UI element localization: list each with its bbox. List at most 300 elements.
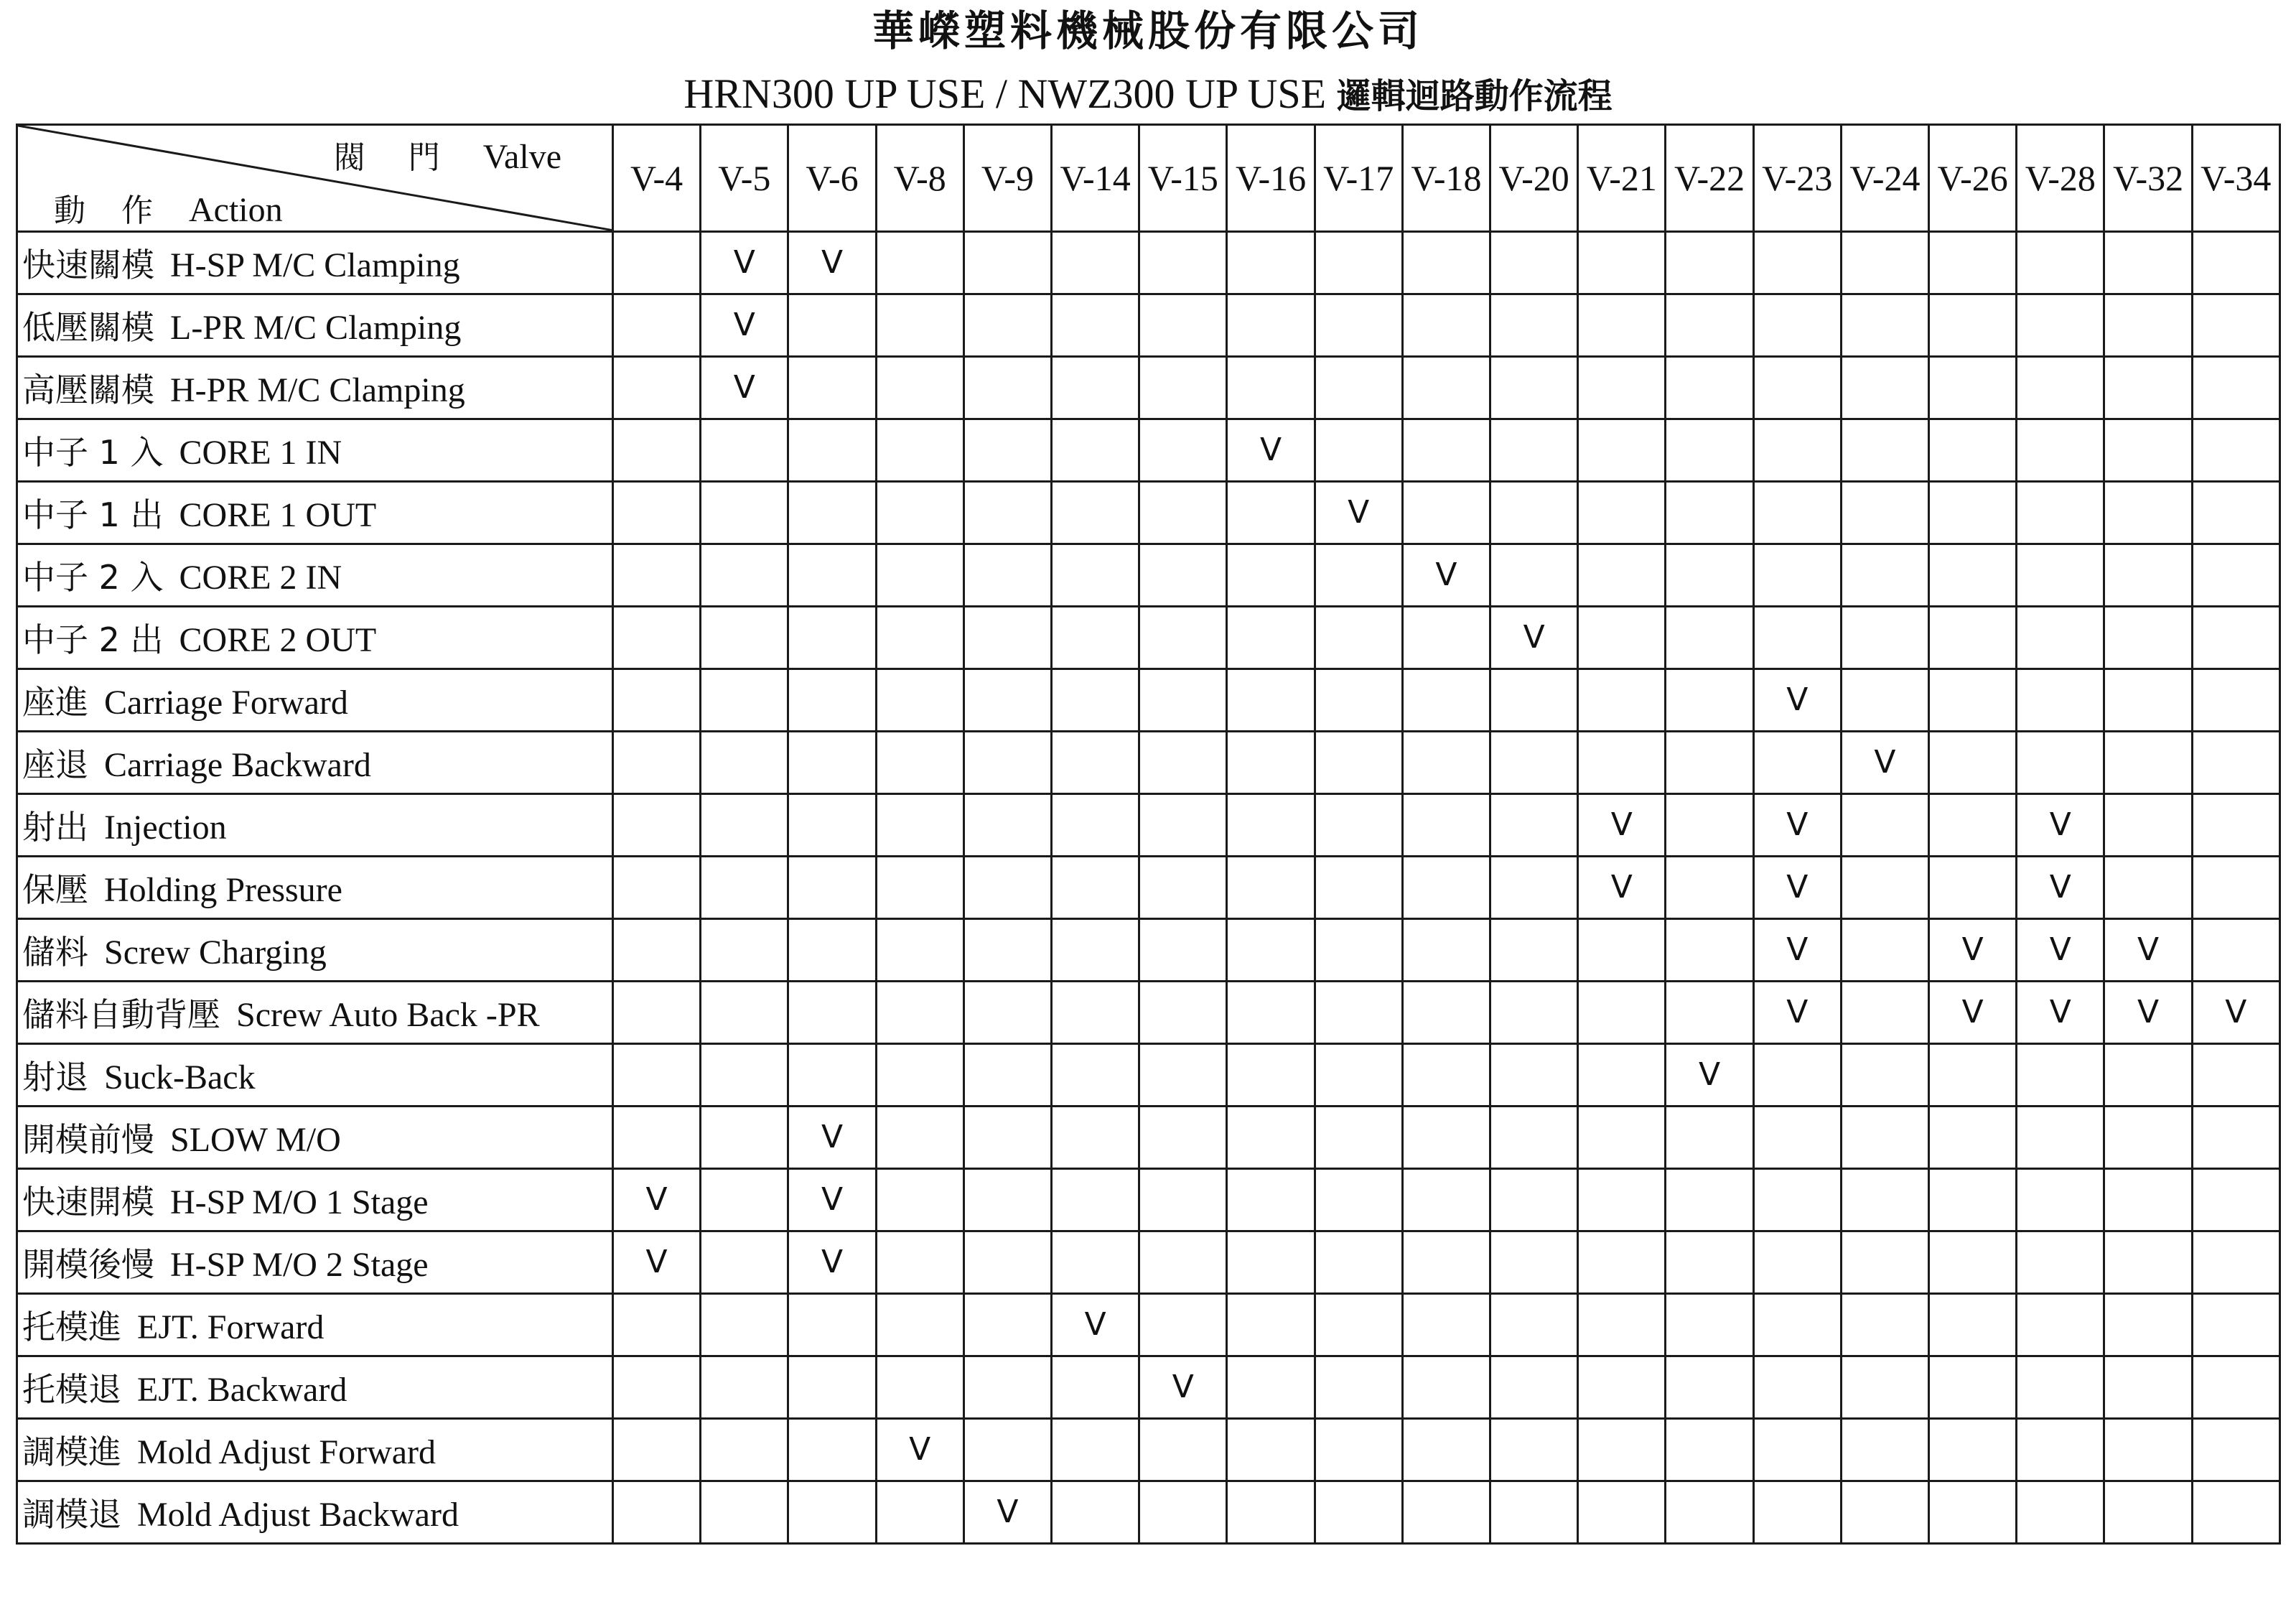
valve-cell [1139,419,1227,482]
valve-cell [1929,732,2017,794]
action-label-zh: 中子 2 入 [22,558,164,597]
check-mark: V [2137,931,2160,968]
check-mark: V [821,1181,844,1218]
valve-cell [1929,482,2017,544]
valve-cell [788,1294,876,1356]
valve-header-v-5: V-5 [701,125,788,232]
subtitle-description: 邏輯迴路動作流程 [1336,76,1613,116]
action-label-zh: 托模退 [22,1370,121,1409]
valve-cell [1139,857,1227,919]
valve-cell [788,794,876,857]
valve-cell [876,607,963,669]
action-label [17,1294,613,1356]
action-label-zh: 低壓關模 [22,308,154,347]
valve-cell [1227,1231,1315,1294]
action-label-en: Screw Auto Back -PR [236,996,540,1034]
valve-header-v-21: V-21 [1578,125,1666,232]
valve-cell [1841,1231,1928,1294]
valve-cell [1490,1107,1578,1169]
table-row [17,732,2280,794]
valve-cell [963,294,1051,357]
table-row [17,544,2280,607]
valve-cell [613,1044,701,1107]
valve-cell [2017,732,2104,794]
valve-cell [2104,1481,2192,1544]
check-mark: V [1874,744,1896,781]
action-label-en: Mold Adjust Backward [137,1496,459,1534]
valve-cell [1227,1169,1315,1231]
valve-cell [2104,982,2192,1044]
valve-cell [1227,232,1315,294]
valve-cell [963,1107,1051,1169]
check-mark: V [1084,1306,1106,1343]
valve-cell [1490,1044,1578,1107]
valve-cell [613,919,701,982]
valve-cell [788,1419,876,1481]
valve-cell [1490,982,1578,1044]
valve-cell [1052,1231,1139,1294]
valve-cell [2192,419,2279,482]
valve-cell [963,919,1051,982]
valve-cell [701,607,788,669]
valve-cell [1490,794,1578,857]
valve-cell [1929,357,2017,419]
action-label-en: CORE 1 IN [179,434,342,472]
action-label-zh: 高壓關模 [22,371,154,409]
valve-cell [1929,294,2017,357]
table-row [17,794,2280,857]
check-mark: V [733,369,755,406]
valve-cell [1490,669,1578,732]
valve-cell [1139,232,1227,294]
valve-cell [2104,419,2192,482]
action-label-zh: 開模後慢 [22,1245,154,1284]
action-label [17,294,613,357]
valve-cell [963,1481,1051,1544]
valve-cell [876,419,963,482]
valve-cell [1052,669,1139,732]
valve-cell [1753,1419,1841,1481]
valve-cell [1227,419,1315,482]
action-label [17,1419,613,1481]
valve-cell [788,544,876,607]
valve-cell [1139,669,1227,732]
table-row [17,1419,2280,1481]
valve-cell [1402,1044,1490,1107]
valve-cell [1666,919,1753,982]
valve-cell [1402,1356,1490,1419]
valve-header-v-23: V-23 [1753,125,1841,232]
valve-cell [2017,294,2104,357]
valve-cell [613,1231,701,1294]
check-mark: V [1259,432,1282,468]
valve-cell [1753,419,1841,482]
valve-cell [1666,1294,1753,1356]
valve-cell [1490,1419,1578,1481]
valve-cell [1753,1231,1841,1294]
table-row [17,857,2280,919]
action-label-en: EJT. Forward [137,1308,325,1346]
valve-cell [701,1481,788,1544]
valve-cell [876,1481,963,1544]
valve-cell [963,482,1051,544]
valve-cell [2192,1107,2279,1169]
valve-cell [1052,294,1139,357]
table-row [17,1169,2280,1231]
valve-cell [963,357,1051,419]
valve-cell [2017,232,2104,294]
valve-cell [1227,732,1315,794]
valve-cell [1315,1169,1402,1231]
valve-cell [1753,607,1841,669]
valve-cell [1052,482,1139,544]
valve-cell [788,357,876,419]
valve-cell [613,607,701,669]
valve-cell [788,1356,876,1419]
valve-cell [2104,857,2192,919]
valve-cell [1227,919,1315,982]
valve-cell [1227,482,1315,544]
table-row [17,482,2280,544]
valve-cell [1666,982,1753,1044]
valve-cell [788,669,876,732]
valve-cell [876,669,963,732]
valve-cell [1139,982,1227,1044]
check-mark: V [2137,994,2160,1030]
valve-cell [1578,607,1666,669]
valve-cell [1139,794,1227,857]
valve-cell [2192,544,2279,607]
valve-cell [1315,794,1402,857]
valve-cell [1666,669,1753,732]
table-row [17,419,2280,482]
valve-cell [963,1356,1051,1419]
valve-cell [1841,482,1928,544]
valve-cell [1227,982,1315,1044]
valve-cell [701,794,788,857]
valve-cell [1666,1231,1753,1294]
valve-header-v-14: V-14 [1052,125,1139,232]
valve-cell [2192,669,2279,732]
valve-cell [1052,607,1139,669]
valve-cell [2104,357,2192,419]
valve-cell [613,232,701,294]
check-mark: V [2049,994,2071,1030]
valve-cell [963,1044,1051,1107]
table-row [17,1107,2280,1169]
valve-cell [701,732,788,794]
valve-cell [1578,1294,1666,1356]
valve-cell [788,919,876,982]
valve-cell [1402,1419,1490,1481]
valve-cell [1139,919,1227,982]
action-label-zh: 開模前慢 [22,1120,154,1159]
valve-cell [1666,1419,1753,1481]
valve-cell [2192,919,2279,982]
valve-header-v-26: V-26 [1929,125,2017,232]
valve-cell [2017,419,2104,482]
company-title: 華嶸塑料機械股份有限公司 [872,6,1424,55]
valve-cell [2017,357,2104,419]
table-row [17,919,2280,982]
valve-cell [2017,1107,2104,1169]
valve-cell [1490,1294,1578,1356]
action-label [17,1356,613,1419]
valve-cell [1753,1294,1841,1356]
valve-cell [1753,1481,1841,1544]
valve-cell [876,357,963,419]
valve-cell [1315,482,1402,544]
valve-cell [1052,1419,1139,1481]
valve-cell [701,1231,788,1294]
valve-header-v-17: V-17 [1315,125,1402,232]
valve-cell [1402,482,1490,544]
subtitle-models: HRN300 UP USE / NWZ300 UP USE [683,70,1327,117]
valve-cell [788,294,876,357]
valve-cell [1139,1044,1227,1107]
valve-cell [1578,1481,1666,1544]
valve-cell [1753,982,1841,1044]
action-label-zh: 調模進 [22,1433,121,1471]
valve-cell [1402,669,1490,732]
action-label [17,1481,613,1544]
action-label-zh: 座進 [22,683,88,722]
valve-cell [1578,1169,1666,1231]
valve-cell [876,1356,963,1419]
valve-cell [1315,1481,1402,1544]
valve-cell [963,1294,1051,1356]
valve-cell [2017,1356,2104,1419]
valve-cell [1841,669,1928,732]
valve-cell [2104,1044,2192,1107]
valve-cell [876,1169,963,1231]
valve-cell [1052,1294,1139,1356]
valve-cell [1929,857,2017,919]
valve-cell [788,1107,876,1169]
valve-cell [1490,482,1578,544]
action-label [17,482,613,544]
valve-cell [876,1294,963,1356]
valve-cell [1402,1294,1490,1356]
valve-cell [2104,669,2192,732]
valve-cell [788,1169,876,1231]
valve-cell [1139,607,1227,669]
valve-cell [2017,982,2104,1044]
valve-cell [613,357,701,419]
valve-cell [876,482,963,544]
valve-cell [1578,1044,1666,1107]
valve-cell [1402,419,1490,482]
valve-cell [2192,982,2279,1044]
valve-cell [1490,357,1578,419]
valve-cell [2104,794,2192,857]
valve-label-en: Valve [482,138,561,176]
valve-header-v-32: V-32 [2104,125,2192,232]
valve-cell [2192,1419,2279,1481]
action-label-en: Holding Pressure [104,871,342,909]
valve-cell [1841,1356,1928,1419]
valve-cell [963,732,1051,794]
valve-cell [963,1231,1051,1294]
valve-cell [1753,482,1841,544]
valve-cell [1929,982,2017,1044]
valve-cell [1929,1107,2017,1169]
valve-cell [613,294,701,357]
valve-cell [1315,1231,1402,1294]
action-label-en: H-PR M/C Clamping [170,371,465,409]
action-label [17,1231,613,1294]
valve-cell [1052,1107,1139,1169]
action-label-zh: 射出 [22,808,88,847]
check-mark: V [645,1244,668,1280]
valve-cell [1052,1356,1139,1419]
valve-cell [1139,1231,1227,1294]
check-mark: V [1172,1369,1194,1405]
valve-cell [963,982,1051,1044]
valve-cell [701,482,788,544]
valve-cell [1227,607,1315,669]
check-mark: V [2049,931,2071,968]
valve-cell [963,857,1051,919]
check-mark: V [1961,994,1984,1030]
valve-cell [788,1044,876,1107]
valve-cell [1666,357,1753,419]
valve-cell [876,232,963,294]
valve-cell [2192,857,2279,919]
check-mark: V [2049,869,2071,905]
valve-cell [2192,1356,2279,1419]
valve-cell [1052,982,1139,1044]
table-row [17,294,2280,357]
table-row [17,1294,2280,1356]
valve-cell [1402,357,1490,419]
valve-cell [2104,1419,2192,1481]
valve-cell [1139,1356,1227,1419]
valve-cell [2017,794,2104,857]
valve-cell [1666,232,1753,294]
valve-cell [2104,1169,2192,1231]
valve-cell [1315,357,1402,419]
valve-cell [876,857,963,919]
valve-cell [876,732,963,794]
valve-cell [701,669,788,732]
valve-cell [1578,1419,1666,1481]
valve-cell [1052,732,1139,794]
valve-cell [1315,669,1402,732]
valve-cell [876,982,963,1044]
action-label-zh: 保壓 [22,870,88,909]
valve-cell [963,1419,1051,1481]
valve-cell [1578,669,1666,732]
valve-cell [1052,1481,1139,1544]
valve-cell [1490,294,1578,357]
valve-cell [2017,857,2104,919]
valve-cell [1841,794,1928,857]
valve-cell [1929,419,2017,482]
valve-cell [1139,1481,1227,1544]
valve-cell [1578,294,1666,357]
valve-cell [1929,607,2017,669]
valve-cell [1315,919,1402,982]
valve-cell [1929,1481,2017,1544]
valve-cell [613,732,701,794]
valve-cell [613,794,701,857]
action-label-en: Mold Adjust Forward [137,1433,437,1471]
valve-cell [1841,607,1928,669]
valve-cell [788,607,876,669]
check-mark: V [1786,994,1809,1030]
valve-cell [1402,794,1490,857]
valve-cell [1227,1356,1315,1419]
check-mark: V [821,1119,844,1155]
valve-cell [2104,919,2192,982]
valve-header-v-22: V-22 [1666,125,1753,232]
valve-cell [1490,1231,1578,1294]
valve-cell [701,919,788,982]
action-label [17,794,613,857]
action-label [17,419,613,482]
valve-cell [2104,482,2192,544]
valve-cell [701,294,788,357]
valve-header-v-28: V-28 [2017,125,2104,232]
table-row [17,1356,2280,1419]
valve-cell [2104,294,2192,357]
valve-cell [788,982,876,1044]
action-label [17,1169,613,1231]
valve-cell [1139,1107,1227,1169]
valve-cell [1402,1231,1490,1294]
valve-cell [1227,669,1315,732]
valve-cell [2017,1231,2104,1294]
valve-axis-label [334,131,561,177]
valve-cell [1139,357,1227,419]
valve-cell [1490,544,1578,607]
valve-cell [1490,857,1578,919]
valve-cell [1578,1356,1666,1419]
valve-cell [1139,1294,1227,1356]
valve-cell [963,669,1051,732]
valve-cell [1753,232,1841,294]
action-label [17,232,613,294]
valve-cell [1052,919,1139,982]
valve-cell [2017,1419,2104,1481]
valve-cell [1929,1419,2017,1481]
valve-cell [1753,1107,1841,1169]
check-mark: V [1786,869,1809,905]
valve-cell [963,232,1051,294]
action-label-zh: 快速關模 [22,246,154,284]
valve-cell [1315,732,1402,794]
valve-cell [963,544,1051,607]
valve-cell [701,1356,788,1419]
check-mark: V [1961,931,1984,968]
valve-cell [788,232,876,294]
action-label [17,544,613,607]
valve-cell [963,794,1051,857]
valve-cell [1052,857,1139,919]
action-label-zh: 托模進 [22,1308,121,1346]
valve-cell [2192,732,2279,794]
valve-cell [2192,1044,2279,1107]
document-subtitle [0,70,2296,120]
valve-cell [1578,419,1666,482]
valve-cell [1315,232,1402,294]
valve-cell [1402,1481,1490,1544]
valve-cell [1753,919,1841,982]
valve-cell [1753,857,1841,919]
valve-cell [1578,1231,1666,1294]
valve-cell [1490,1169,1578,1231]
